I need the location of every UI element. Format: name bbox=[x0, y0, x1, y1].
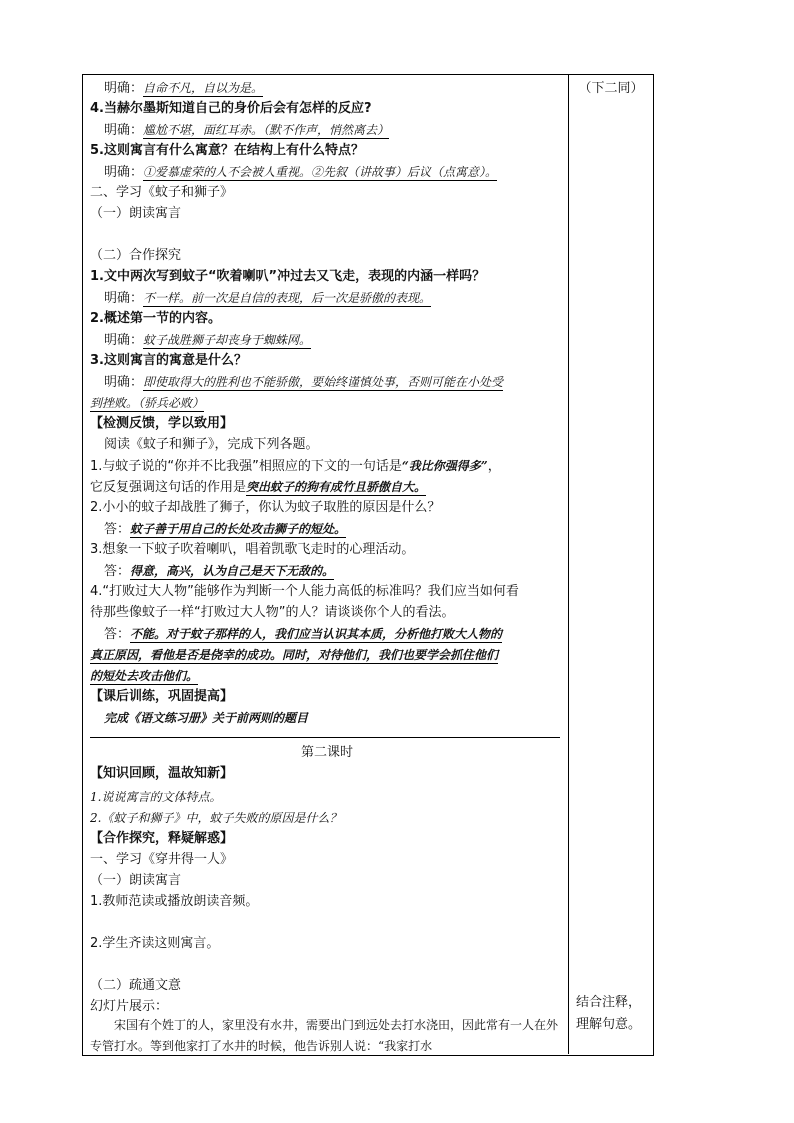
check-q1: 1.与蚊子说的“你并不比我强”相照应的下文的一句话是“我比你强得多”， bbox=[90, 459, 501, 474]
check-q1-cont: 它反复强调这句话的作用是突出蚊子的狗有成竹且骄傲自大。 bbox=[90, 480, 427, 495]
after-class-heading: 【课后训练，巩固提高】 bbox=[90, 689, 234, 704]
check-q3: 3.想象一下蚊子吹着喇叭，唱着凯歌飞走时的心理活动。 bbox=[90, 542, 415, 557]
question-2-2: 2.概述第一节的内容。 bbox=[90, 311, 221, 326]
answer-text: 蚊子战胜狮子却丧身于蜘蛛网。 bbox=[143, 333, 312, 347]
answer-2-3: 明确：即使取得大的胜利也不能骄傲，要始终谨慎处事，否则可能在小处受 bbox=[104, 375, 504, 390]
answer-2-3-cont bbox=[90, 393, 564, 414]
lesson-2-title: 第二课时 bbox=[300, 745, 353, 760]
answer-text: 到挫败。（骄兵必败） bbox=[90, 396, 205, 410]
reading-instruction: 阅读《蚊子和狮子》，完成下列各题。 bbox=[104, 437, 319, 452]
check-heading: 【检测反馈，学以致用】 bbox=[90, 416, 234, 431]
answer-text: ①爱慕虚荣的人不会被人重视。②先叙（讲故事）后议（点寓意）。 bbox=[143, 165, 498, 179]
review-q1: 1.说说寓言的文体特点。 bbox=[90, 790, 222, 804]
question-4: 4.当赫尔墨斯知道自己的身价后会有怎样的反应? bbox=[90, 101, 372, 116]
subsection-read-2: （一）朗读寓言 bbox=[90, 873, 182, 888]
answer-text: 尴尬不堪，面红耳赤。（默不作声，悄然离去） bbox=[143, 123, 390, 137]
answer-line-4: 明确：尴尬不堪，面红耳赤。（默不作声，悄然离去） bbox=[104, 123, 390, 138]
answer-line-1: 明确：自命不凡，自以为是。 bbox=[104, 81, 264, 96]
section-heading-2: 二、学习《蚊子和狮子》 bbox=[90, 185, 234, 200]
read-step-1: 1.教师范读或播放朗读音频。 bbox=[90, 894, 259, 909]
side-note-line1: 结合注释， bbox=[576, 995, 642, 1010]
answer-2-2: 明确：蚊子战胜狮子却丧身于蜘蛛网。 bbox=[104, 333, 312, 348]
answer-line-5: 明确：①爱慕虚荣的人不会被人重视。②先叙（讲故事）后议（点寓意）。 bbox=[104, 165, 498, 180]
check-a4-cont1: 真正原因，看他是否是侥幸的成功。同时，对待他们，我们也要学会抓住他们 bbox=[90, 648, 499, 662]
question-2-3: 3.这则寓言的寓意是什么？ bbox=[90, 353, 247, 368]
side-note-top: （下二同） bbox=[578, 81, 644, 96]
answer-text: 即使取得大的胜利也不能骄傲，要始终谨慎处事，否则可能在小处受 bbox=[143, 375, 504, 389]
slide-label: 幻灯片展示： bbox=[90, 999, 169, 1014]
answer-2-1: 明确：不一样。前一次是自信的表现，后一次是骄傲的表现。 bbox=[104, 291, 432, 306]
subsection-read: （一）朗读寓言 bbox=[90, 206, 182, 221]
read-step-2: 2.学生齐读这则寓言。 bbox=[90, 936, 220, 951]
check-a4: 答：不能。对于蚊子那样的人，我们应当认识其本质，分析他打败大人物的 bbox=[104, 627, 503, 642]
check-a4-cont2: 的短处去攻击他们。 bbox=[90, 669, 199, 683]
check-q4: 4.“打败过大人物”能够作为判断一个人能力高低的标准吗？我们应当如何看 bbox=[90, 584, 519, 599]
section-heading-1: 一、学习《穿井得一人》 bbox=[90, 852, 234, 867]
question-5: 5.这则寓言有什么寓意？在结构上有什么特点？ bbox=[90, 143, 364, 158]
slide-passage: 宋国有个姓丁的人，家里没有水井，需要出门到远处去打水浇田，因此常有一人在外专管打水。等到他家打了水井的时候，他告诉别人说：“我家打水 bbox=[90, 1018, 559, 1053]
check-a2: 答：蚊子善于用自己的长处攻击狮子的短处。 bbox=[104, 522, 347, 537]
answer-text: 自命不凡，自以为是。 bbox=[143, 81, 264, 95]
subsection-meaning: （二）疏通文意 bbox=[90, 978, 182, 993]
question-2-1: 1.文中两次写到蚊子“吹着喇叭”冲过去又飞走，表现的内涵一样吗？ bbox=[90, 269, 486, 284]
coop-heading: 【合作探究，释疑解惑】 bbox=[90, 831, 234, 846]
check-q4-cont: 待那些像蚊子一样“打败过大人物”的人？请谈谈你个人的看法。 bbox=[90, 605, 455, 620]
lesson-divider bbox=[90, 737, 560, 738]
review-heading: 【知识回顾，温故知新】 bbox=[90, 766, 234, 781]
check-q2: 2.小小的蚊子却战胜了狮子，你认为蚊子取胜的原因是什么？ bbox=[90, 500, 441, 515]
answer-text: 不一样。前一次是自信的表现，后一次是骄傲的表现。 bbox=[143, 291, 432, 305]
side-note-line2: 理解句意。 bbox=[576, 1017, 642, 1032]
after-class-task: 完成《语文练习册》关于前两则的题目 bbox=[104, 711, 309, 725]
check-a3: 答：得意，高兴，认为自己是天下无敌的。 bbox=[104, 564, 335, 579]
subsection-explore: （二）合作探究 bbox=[90, 248, 182, 263]
review-q2: 2.《蚊子和狮子》中，蚊子失败的原因是什么？ bbox=[90, 811, 342, 825]
